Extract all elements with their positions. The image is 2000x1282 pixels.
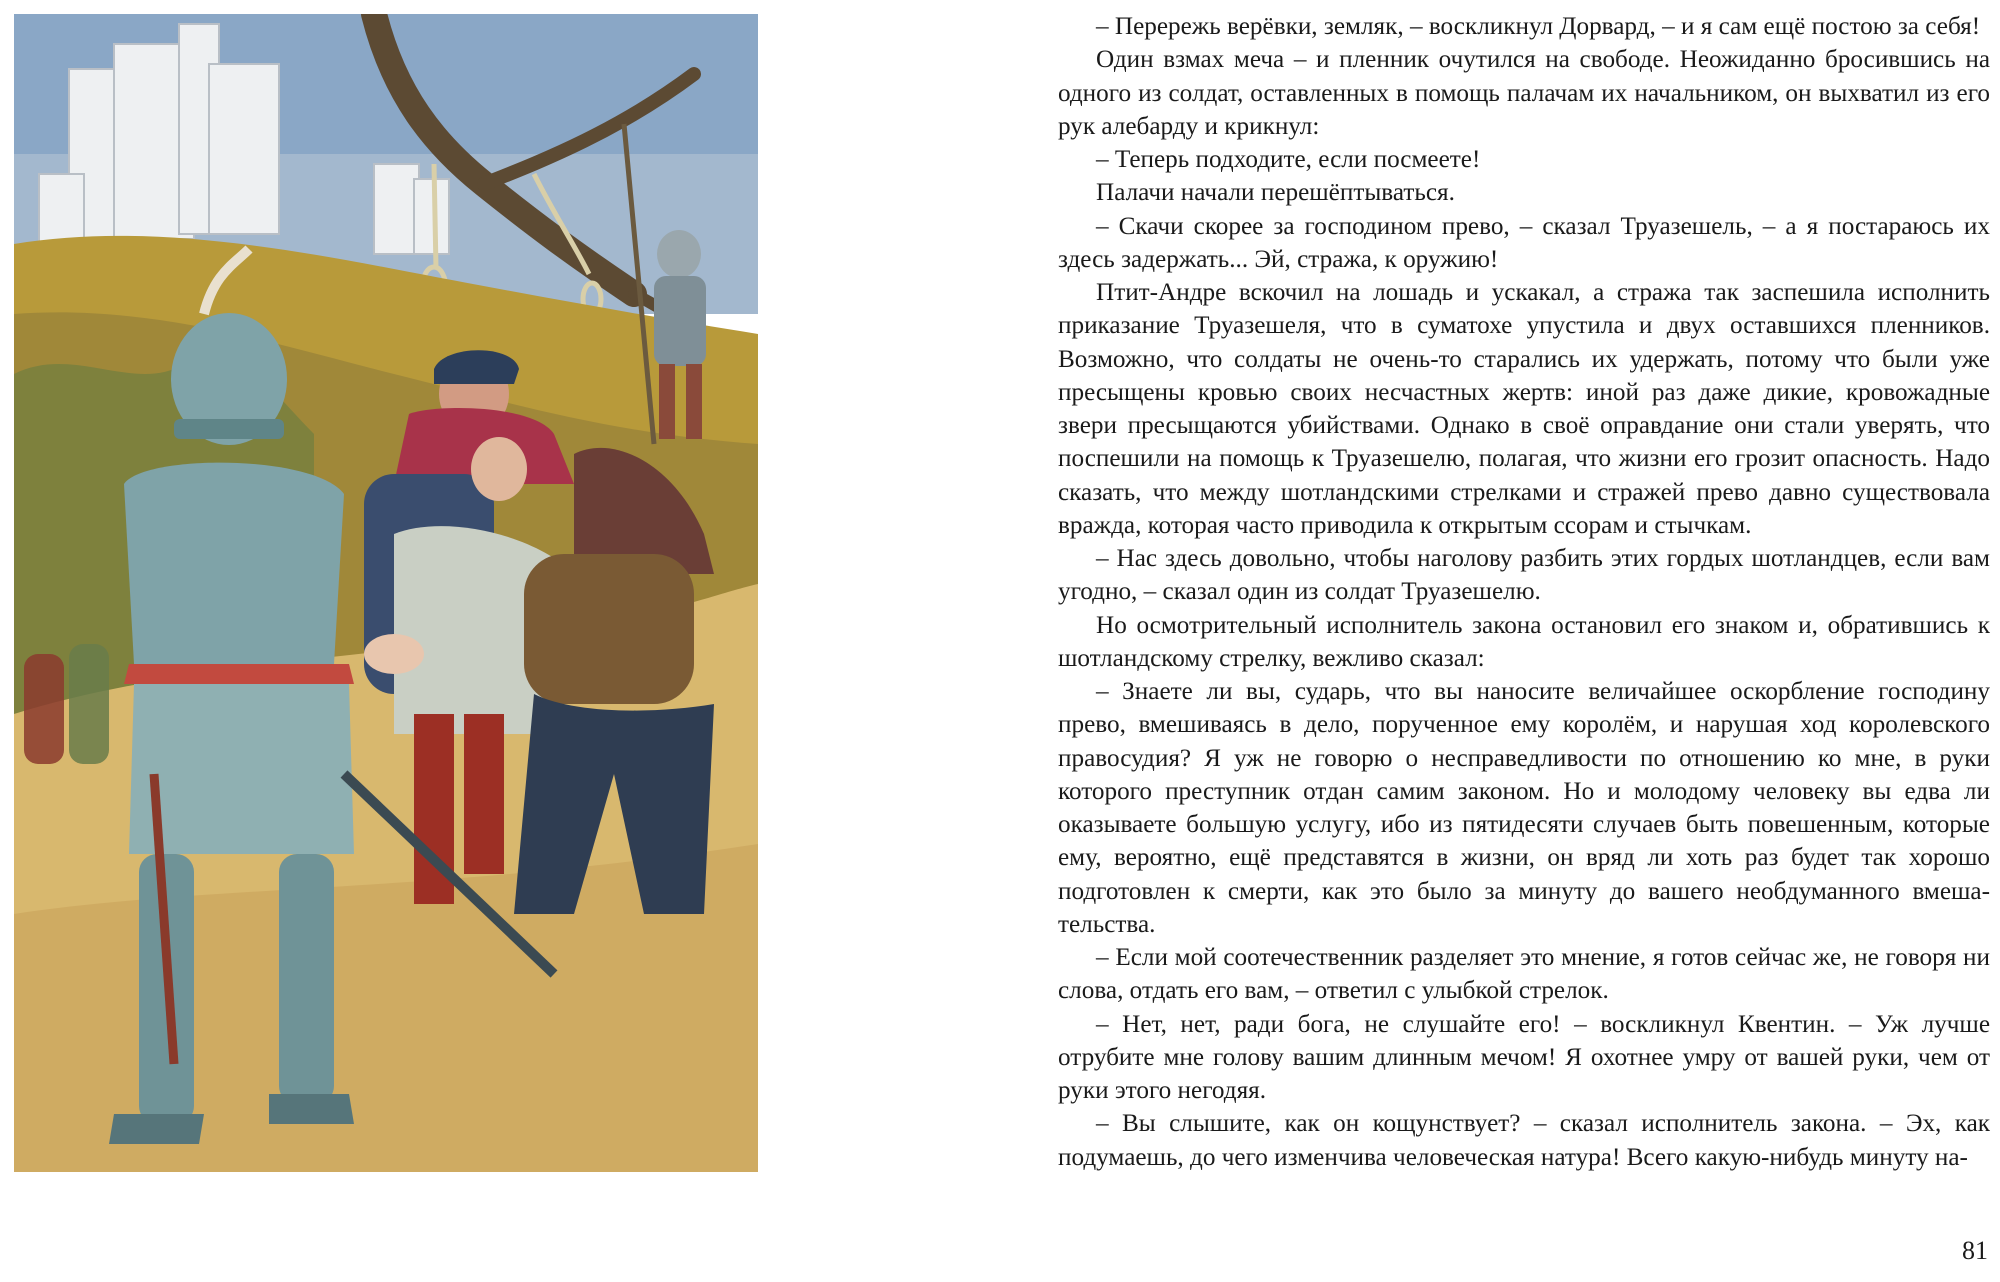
illustration-knight-rescue (14, 14, 758, 1172)
text-column (1058, 10, 1990, 1174)
paragraph: – Знаете ли вы, сударь, что вы наносите величайшее оскорбление господину прево, вмешиваясь в дело, порученное ему королём, и нарушая ход королевского правосудия? Я уж не говорю о несправедливости по отношению ко мне, в руки которого преступник отдан самим законом. Но и молодому человеку вы едва ли оказываете большую услугу, ибо из пятидесяти случаев быть повешенным, которые ему, вероятно, ещё представятся в жизни, он вряд ли хоть раз будет так хорошо подготовлен к смерти, как это было за минуту до вашего необдуманного вмешательства. (1058, 678, 1990, 938)
paragraph: Птит-Андре вскочил на лошадь и ускакал, а стража так заспешила исполнить приказание Труазешеля, что в суматохе упустила и двух оставшихся пленников. Возможно, что солдаты не очень-то старались их удержать, потому что были уже пресыщены кровью своих несчастных жертв: иной раз даже дикие, кровожадные звери пресыщаются убийствами. Однако в своё оправдание они стали уверять, что поспешили на помощь к Труазешелю, полагая, что жизни его грозит опасность. Надо сказать, что между шотландскими стрелками и стражей прево давно существовала вражда, которая часто приводила к открытым ссорам и стычкам. (1058, 279, 1990, 539)
paragraph: – Теперь подходите, если посмеете! (1096, 146, 1481, 173)
paragraph: – Перережь верёвки, земляк, – воскликнул Дорвард, – и я сам ещё постою за себя! (1096, 13, 1981, 40)
paragraph: Палачи начали перешёптываться. (1096, 179, 1455, 207)
paragraph: Но осмотрительный исполнитель закона остановил его знаком и, обратившись к шотландскому стрелку, вежливо сказал: (1058, 611, 1990, 672)
paragraph: – Скачи скорее за господином прево, – сказал Труазешель, – а я постараюсь их здесь задержать... Эй, стража, к оружию! (1058, 212, 1990, 273)
illustration (14, 14, 758, 1172)
paragraph: – Если мой соотечественник разделяет это мнение, я готов сейчас же, не говоря ни слова, отдать его вам, – ответил с улыбкой стрелок. (1058, 944, 1990, 1005)
paragraph: Один взмах меча – и пленник очутился на свободе. Неожиданно бросившись на одного из солдат, оставленных в помощь палачам их начальником, он выхватил из его рук алебарду и крикнул: (1058, 46, 1990, 140)
paragraph: – Нет, нет, ради бога, не слушайте его! – воскликнул Квентин. – Уж лучше отрубите мне голову вашим длинным мечом! Я охотнее умру от вашей руки, чем от руки этого негодяя. (1058, 1010, 1990, 1104)
paragraph: – Вы слышите, как он кощунствует? – сказал исполнитель закона. – Эх, как подумаешь, до чего изменчива человеческая натура! Всего какую-нибудь минуту на- (1058, 1110, 1990, 1171)
page-number: 81 (1962, 1236, 1988, 1265)
paragraph: – Нас здесь довольно, чтобы наголову разбить этих гордых шотландцев, если вам угодно, – сказал один из солдат Труазешелю. (1058, 545, 1990, 606)
